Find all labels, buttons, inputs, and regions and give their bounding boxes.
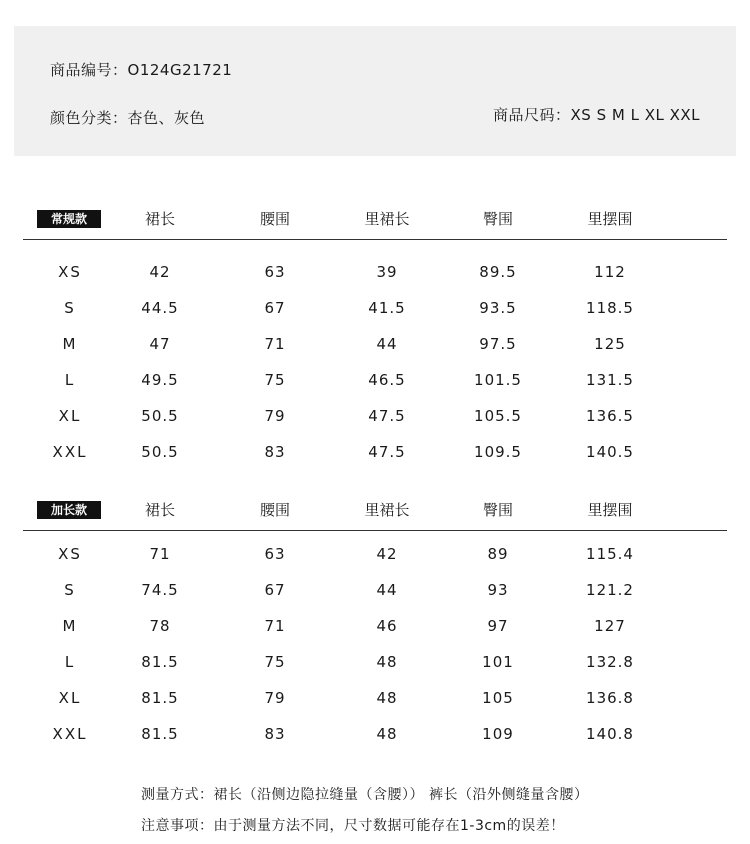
measurement-cell: 71 xyxy=(149,545,171,563)
size-label: S xyxy=(64,299,76,317)
table-row xyxy=(0,689,750,725)
measurement-cell: 47 xyxy=(149,335,171,353)
measurement-cell: 42 xyxy=(149,263,171,281)
measurement-cell: 127 xyxy=(594,617,626,635)
measurement-cell: 49.5 xyxy=(141,371,179,389)
table-row xyxy=(0,299,750,335)
size-label: XXL xyxy=(52,443,88,461)
measurement-cell: 63 xyxy=(264,545,286,563)
measurement-cell: 71 xyxy=(264,335,286,353)
size-table-long xyxy=(0,499,750,761)
style-tag: 加长款 xyxy=(37,501,101,519)
column-header: 裙长 xyxy=(144,210,176,228)
measurement-cell: 48 xyxy=(376,725,398,743)
column-header: 里摆围 xyxy=(587,501,633,519)
measurement-cell: 48 xyxy=(376,653,398,671)
size-label: L xyxy=(64,371,76,389)
table-row xyxy=(0,407,750,443)
measurement-cell: 118.5 xyxy=(586,299,634,317)
measurement-cell: 112 xyxy=(594,263,626,281)
measurement-cell: 105.5 xyxy=(474,407,522,425)
table-row xyxy=(0,725,750,761)
measurement-cell: 74.5 xyxy=(141,581,179,599)
measurement-cell: 46 xyxy=(376,617,398,635)
table-row xyxy=(0,653,750,689)
table-row xyxy=(0,371,750,407)
column-header: 腰围 xyxy=(259,210,291,228)
table-row xyxy=(0,335,750,371)
measurement-cell: 136.5 xyxy=(586,407,634,425)
measurement-cell: 97 xyxy=(487,617,509,635)
measurement-cell: 132.8 xyxy=(586,653,634,671)
measurement-cell: 67 xyxy=(264,581,286,599)
table-header xyxy=(0,208,750,248)
measurement-cell: 47.5 xyxy=(368,407,406,425)
caution-note: 注意事项：由于测量方法不同，尺寸数据可能存在1-3cm的误差！ xyxy=(141,818,565,834)
table-row xyxy=(0,617,750,653)
measurement-cell: 50.5 xyxy=(141,407,179,425)
size-label: XS xyxy=(58,263,82,281)
measurement-cell: 44.5 xyxy=(141,299,179,317)
measurement-cell: 75 xyxy=(264,371,286,389)
product-code-label: 商品编号： xyxy=(50,61,128,79)
size-label: M xyxy=(62,335,78,353)
size-table-regular xyxy=(0,208,750,479)
measurement-cell: 140.5 xyxy=(586,443,634,461)
measurement-cell: 48 xyxy=(376,689,398,707)
product-code xyxy=(50,59,232,80)
table-header xyxy=(0,499,750,539)
measurement-cell: 39 xyxy=(376,263,398,281)
measurement-cell: 115.4 xyxy=(586,545,634,563)
measurement-cell: 131.5 xyxy=(586,371,634,389)
column-header: 臀围 xyxy=(482,210,514,228)
header-divider xyxy=(23,239,727,240)
measurement-cell: 83 xyxy=(264,443,286,461)
color-category-label: 颜色分类： xyxy=(50,109,128,127)
product-sizes-label: 商品尺码： xyxy=(492,106,571,124)
measurement-cell: 42 xyxy=(376,545,398,563)
measurement-cell: 41.5 xyxy=(368,299,406,317)
color-category xyxy=(50,107,205,128)
column-header: 臀围 xyxy=(482,501,514,519)
measurement-cell: 140.8 xyxy=(586,725,634,743)
measurement-cell: 136.8 xyxy=(586,689,634,707)
color-category-value: 杏色、灰色 xyxy=(127,109,206,127)
measure-method-note: 测量方式：裙长（沿侧边隐拉缝量（含腰）） 裤长（沿外侧缝量含腰） xyxy=(141,787,589,803)
measurement-cell: 44 xyxy=(376,335,398,353)
measurement-cell: 101 xyxy=(482,653,514,671)
measurement-cell: 89 xyxy=(487,545,509,563)
measurement-cell: 109.5 xyxy=(474,443,522,461)
measurement-cell: 83 xyxy=(264,725,286,743)
measurement-cell: 89.5 xyxy=(479,263,517,281)
measurement-cell: 81.5 xyxy=(141,725,179,743)
measurement-cell: 105 xyxy=(482,689,514,707)
size-label: XL xyxy=(58,407,82,425)
size-label: XL xyxy=(58,689,82,707)
measurement-cell: 93.5 xyxy=(479,299,517,317)
column-header: 裙长 xyxy=(144,501,176,519)
column-header: 里裙长 xyxy=(364,210,410,228)
measurement-cell: 79 xyxy=(264,689,286,707)
measurement-cell: 71 xyxy=(264,617,286,635)
measurement-cell: 44 xyxy=(376,581,398,599)
column-header: 里裙长 xyxy=(364,501,410,519)
size-label: XXL xyxy=(52,725,88,743)
measurement-cell: 97.5 xyxy=(479,335,517,353)
table-row xyxy=(0,263,750,299)
measurement-cell: 78 xyxy=(149,617,171,635)
table-row xyxy=(0,545,750,581)
measurement-cell: 121.2 xyxy=(586,581,634,599)
measurement-cell: 46.5 xyxy=(368,371,406,389)
size-label: M xyxy=(62,617,78,635)
product-sizes xyxy=(493,104,700,125)
measurement-cell: 63 xyxy=(264,263,286,281)
product-code-value: O124G21721 xyxy=(127,61,233,79)
size-label: XS xyxy=(58,545,82,563)
measurement-cell: 67 xyxy=(264,299,286,317)
measurement-cell: 79 xyxy=(264,407,286,425)
measurement-cell: 81.5 xyxy=(141,653,179,671)
measurement-cell: 109 xyxy=(482,725,514,743)
size-label: S xyxy=(64,581,76,599)
measurement-cell: 125 xyxy=(594,335,626,353)
header-divider xyxy=(23,530,727,531)
column-header: 里摆围 xyxy=(587,210,633,228)
measurement-cell: 75 xyxy=(264,653,286,671)
measurement-cell: 47.5 xyxy=(368,443,406,461)
product-info-panel xyxy=(14,26,736,156)
table-row xyxy=(0,443,750,479)
measurement-cell: 93 xyxy=(487,581,509,599)
measurement-cell: 101.5 xyxy=(474,371,522,389)
table-row xyxy=(0,581,750,617)
style-tag: 常规款 xyxy=(37,210,101,228)
column-header: 腰围 xyxy=(259,501,291,519)
product-sizes-value: XS S M L XL XXL xyxy=(570,106,700,124)
measurement-cell: 81.5 xyxy=(141,689,179,707)
measurement-cell: 50.5 xyxy=(141,443,179,461)
size-label: L xyxy=(64,653,76,671)
